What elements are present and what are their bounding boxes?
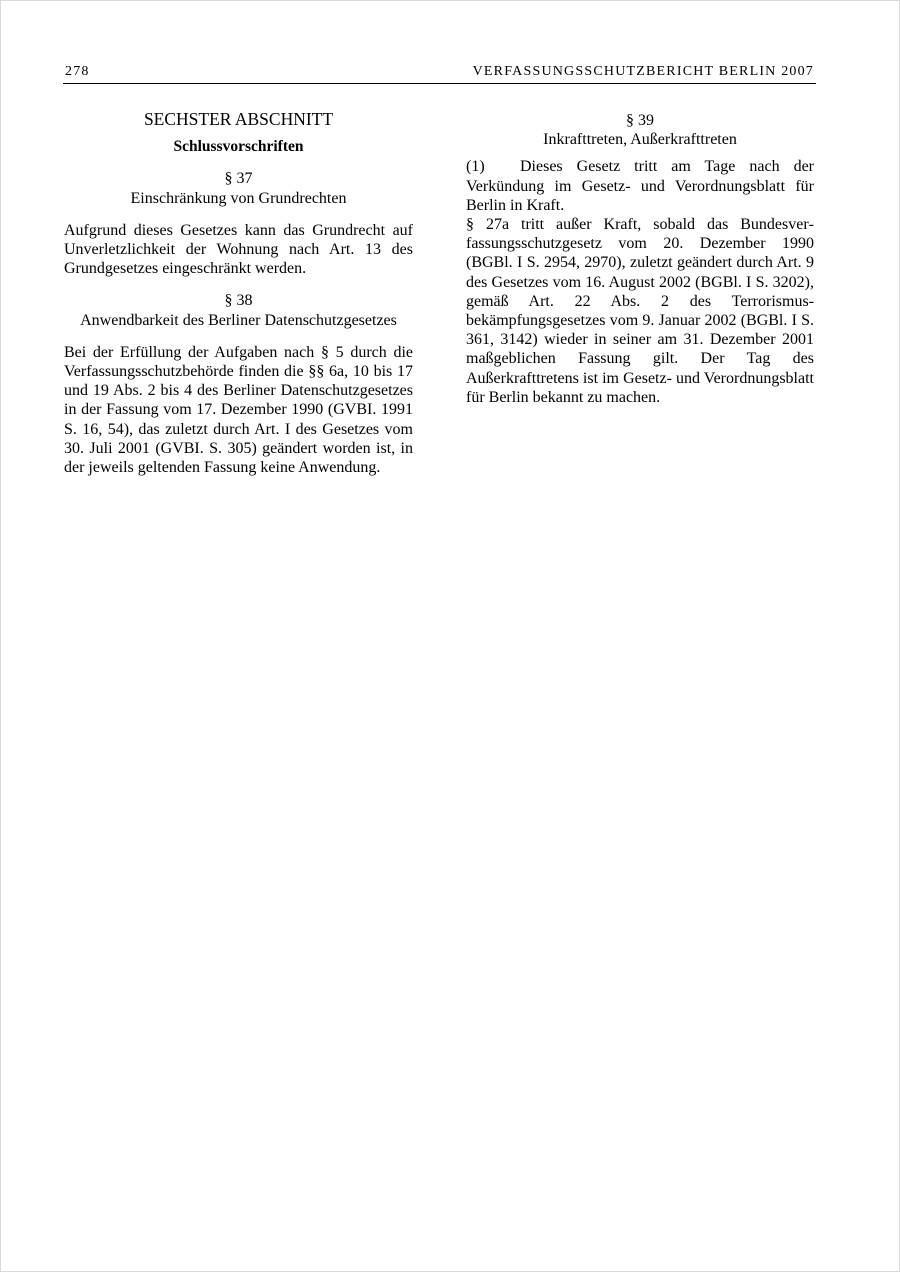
paragraph-37-title: Einschränkung von Grundrechten (130, 189, 347, 207)
section-subtitle: Schlussvorschriften (173, 138, 304, 156)
paragraph-39-title: Inkrafttreten, Außerkrafttreten (543, 131, 737, 149)
paragraph-38-title: Anwendbarkeit des Berliner Datenschutzgesetzes (80, 311, 397, 329)
absatz-1-text: Dieses Gesetz tritt am Tage nach der Verkündung im Gesetz- und Verordnungsblatt für Berlin in Kraft. (466, 158, 814, 214)
paragraph-39-text-2: § 27a tritt außer Kraft, sobald das Bundesverfassungsschutzgesetz vom 20. Dezember 1990 (BGBl. I S. 2954, 2970), zuletzt geändert durch Art. 9 des Gesetzes vom 16. August 2002 (BGBl. I S. 3202), gemäß Art. 22 Abs. 2 des Terrorismusbekämpfungsgesetzes vom 9. Januar 2002 (BGBl. I S. 361, 3142) wieder in seiner am 31. Dezember 2001 maßgeblichen Fassung gilt. Der Tag des Außerkrafttretens ist im Gesetz- und Verordnungsblatt für Berlin bekannt zu machen. (466, 216, 814, 406)
absatz-1-label: (1) (466, 158, 485, 176)
paragraph-37-number: § 37 (224, 170, 253, 188)
paragraph-38-number: § 38 (224, 292, 253, 310)
paragraph-38-text: Bei der Erfüllung der Aufgaben nach § 5 durch die Verfassungsschutzbehörde finden die §§ 6a, 10 bis 17 und 19 Abs. 2 bis 4 des Berliner Datenschutzgesetzes in der Fassung vom 17. Dezember 1990 (GVBI. 1991 S. 16, 54), das zuletzt durch Art. I des Gesetzes vom 30. Juli 2001 (GVBI. S. 305) geändert worden ist, in der jeweils geltenden Fassung keine Anwendung. (64, 343, 413, 477)
right-column (466, 109, 814, 407)
paragraph-37-text: Aufgrund dieses Gesetzes kann das Grundrecht auf Unverletzlichkeit der Wohnung nach Art. 13 des Grundgesetzes eingeschränkt werden. (64, 221, 413, 278)
page-header (63, 63, 816, 84)
left-column (64, 109, 413, 477)
paragraph-39-absatz-1 (466, 157, 814, 215)
page-number: 278 (65, 64, 90, 79)
paragraph-39-number: § 39 (626, 112, 654, 129)
running-title: VERFASSUNGSSCHUTZBERICHT BERLIN 2007 (472, 64, 814, 79)
section-title: SECHSTER ABSCHNITT (143, 109, 334, 129)
